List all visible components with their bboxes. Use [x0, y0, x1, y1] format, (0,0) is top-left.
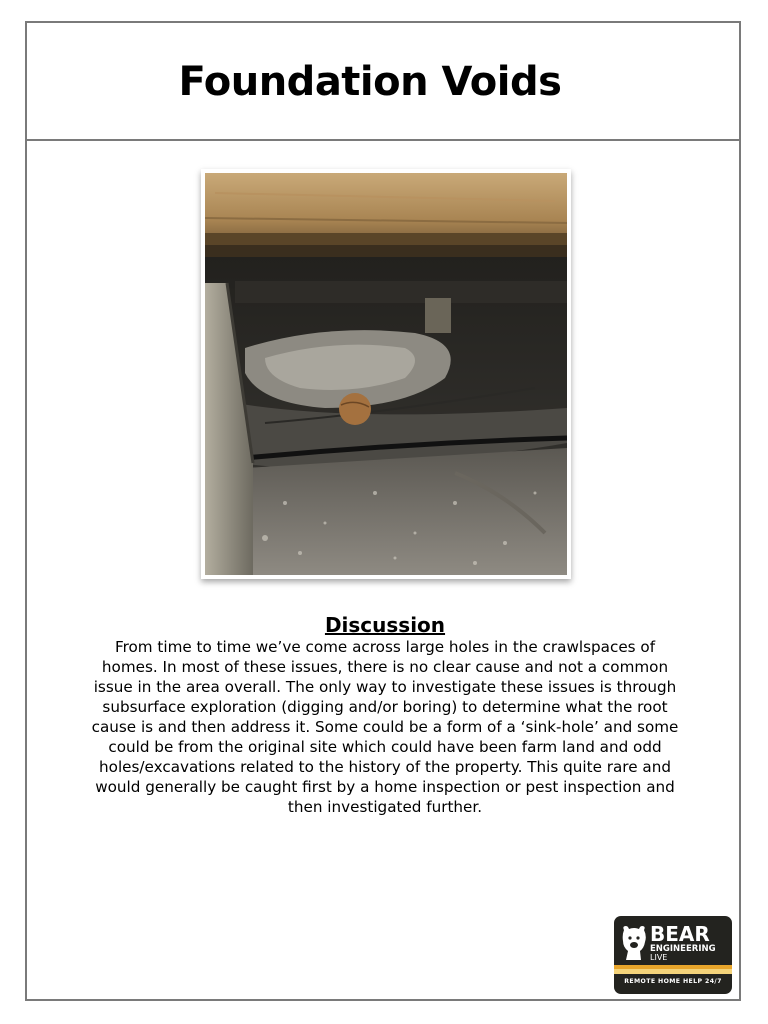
logo-engineering-text: ENGINEERING	[650, 944, 716, 954]
title-header	[27, 23, 739, 141]
logo-stripe-yellow	[614, 969, 732, 974]
logo-tagline: REMOTE HOME HELP 24/7	[624, 978, 722, 985]
logo-live-text: LIVE	[650, 953, 668, 962]
crawlspace-photo-image	[205, 173, 567, 575]
bear-engineering-logo	[614, 916, 732, 994]
page-frame	[25, 21, 741, 1001]
logo-bear-text: BEAR	[650, 922, 710, 946]
page-title: Foundation Voids	[178, 59, 562, 105]
bear-icon	[620, 924, 648, 964]
crawlspace-photo	[201, 169, 571, 579]
discussion-heading: Discussion	[324, 613, 446, 637]
discussion-text: From time to time we’ve come across large holes in the crawlspaces of homes. In most of these issues, there is no clear cause and not a common issue in the area overall. The only way to investigate these issues is through subsurface exploration (digging and/or boring) to determine what the root cause is and then address it. Some could be a form of a ‘sink-hole’ and some could be from the original site which could have been farm land and odd holes/excavations related to the history of the property. This quite rare and would generally be caught first by a home inspection or pest inspection and then investigated further.	[91, 638, 679, 816]
